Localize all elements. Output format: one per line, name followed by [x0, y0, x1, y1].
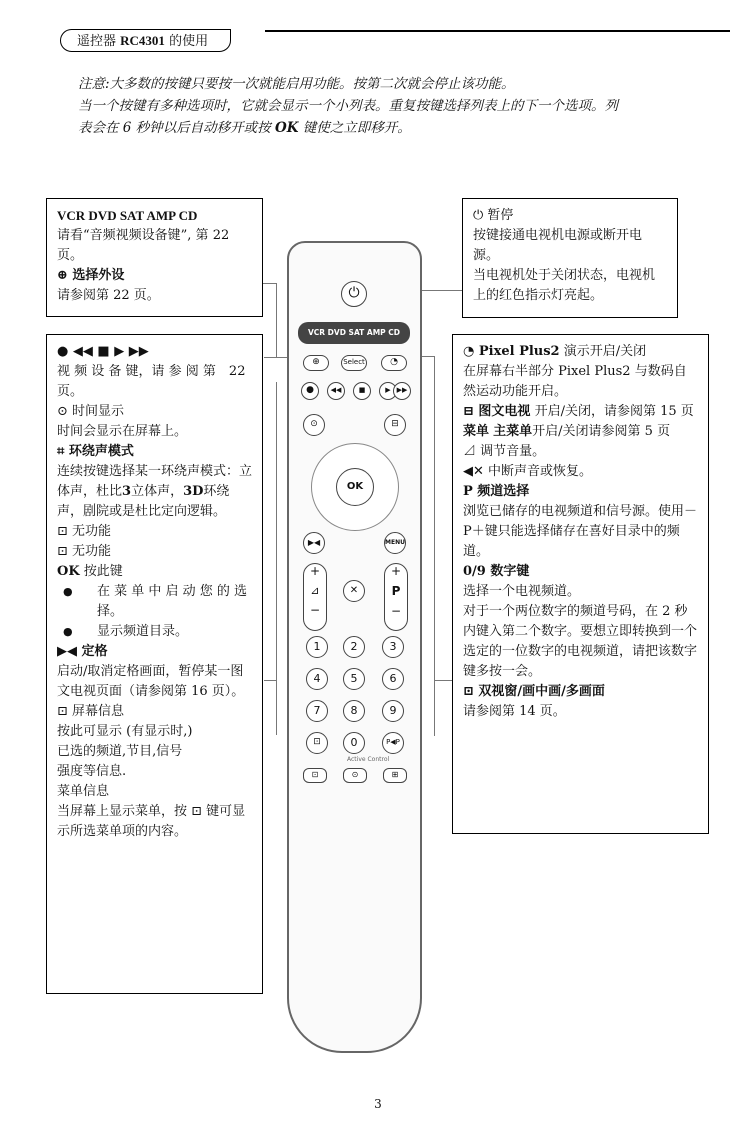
menu-heading: 菜单	[463, 424, 490, 439]
program-rocker[interactable]	[384, 563, 408, 631]
menu-button[interactable]: MENU	[384, 532, 406, 554]
pixel-plus-text: 在屏幕右半部分 Pixel Plus2 与数码自然运动功能开启。	[463, 364, 687, 399]
note-ok: OK	[274, 120, 299, 136]
mute-text: ◀✕ 中断声音或恢复。	[463, 464, 593, 479]
left-functions-box	[46, 334, 263, 994]
note-line-2: 当一个按键有多种选项时，它就会显示一个小列表。重复按键选择列表上的下一个选项。列	[78, 98, 618, 114]
volume-icon: ⊿	[310, 584, 320, 597]
digit-6-button[interactable]: 6	[382, 668, 404, 690]
connector-line	[276, 283, 277, 358]
active-control-label: Active Control	[347, 756, 390, 763]
digit-text-2: 对于一个两位数字的频道号码，在 2 秒内键入第二个数字。要想立即转换到一个选定的一位数字的电视频道，请把该数字键多按一会。	[463, 604, 698, 679]
teletext-text: 开启/关闭，请参阅第 15 页	[534, 404, 694, 419]
digit-5-button[interactable]: 5	[343, 668, 365, 690]
pixel-plus-button[interactable]: ◔	[381, 355, 407, 371]
time-heading: ⊙ 时间显示	[57, 404, 125, 419]
program-text: 浏览已储存的电视频道和信号源。使用－P＋键只能选择储存在喜好目录中的频道。	[463, 504, 698, 559]
dual-screen-button[interactable]: ⊡	[303, 768, 327, 783]
pixel-plus-line	[463, 342, 698, 362]
media-text: 视 频 设 备 键，请 参 阅 第 22 页。	[57, 364, 246, 399]
program-label: P	[391, 584, 401, 598]
freeze-heading: ▶◀ 定格	[57, 644, 108, 659]
ok-bullets	[57, 582, 252, 642]
teletext-button[interactable]: ⊟	[384, 414, 406, 436]
digit-0-button[interactable]: 0	[343, 732, 365, 754]
menu-info-text: 当屏幕上显示菜单，按 ⊡ 键可显示所选菜单项的内容。	[57, 804, 246, 839]
freeze-button[interactable]: ▶◀	[303, 532, 325, 554]
time-display-button[interactable]: ⊙	[303, 414, 325, 436]
record-button[interactable]: ●	[301, 382, 319, 400]
pixel-plus-heading: ◔ Pixel Plus2	[463, 344, 560, 359]
mute-button[interactable]: ✕	[343, 580, 365, 602]
digit-8-button[interactable]: 8	[343, 700, 365, 722]
usage-note	[78, 73, 718, 139]
info-heading: ⊡ 屏幕信息	[57, 704, 125, 719]
program-plus[interactable]: +	[390, 564, 402, 578]
title-prefix: 遥控器	[77, 34, 117, 49]
digit-3-button[interactable]: 3	[382, 636, 404, 658]
title-suffix: 的使用	[169, 34, 209, 49]
no-function-1: ⊡ 无功能	[57, 524, 112, 539]
ok-text: 按此键	[83, 564, 123, 579]
standby-text-2: 当电视机处于关闭状态，电视机上的红色指示灯亮起。	[473, 268, 656, 303]
header-rule	[265, 30, 730, 32]
ok-bullet-item: ● 在 菜 单 中 启 动 您 的 选 择。	[57, 582, 252, 622]
note-line-3a: 表会在 6 秒钟以后自动移开或按	[78, 120, 271, 136]
digit-heading: 0/9 数字键	[463, 564, 530, 579]
av-keys-text: 请看“音频视频设备键”, 第 22 页。	[57, 228, 230, 263]
note-line-3b: 键使之立即移开。	[302, 120, 411, 136]
volume-text: ⊿ 调节音量。	[463, 444, 546, 459]
standby-heading: ⏻ 暂停	[473, 208, 514, 223]
digit-text-1: 选择一个电视频道。	[463, 584, 581, 599]
section-title-tab	[60, 29, 231, 52]
surround-text-d: 3D	[183, 484, 204, 499]
select-button[interactable]: Select	[341, 355, 367, 371]
connector-line	[420, 356, 434, 357]
freeze-text: 启动/取消定格画面，暂停某一图文电视页面（请参阅第 16 页）。	[57, 664, 245, 699]
digit-7-button[interactable]: 7	[306, 700, 328, 722]
menu-text: 开启/关闭请参阅第 5 页	[532, 424, 671, 439]
surround-text-a: 连续按键选择某一环绕声模式：立体声，杜比	[57, 464, 253, 499]
play-button[interactable]: ▶	[379, 382, 397, 400]
dual-screen-heading: ⊡ 双视窗/画中画/多画面	[463, 684, 605, 699]
stop-button[interactable]: ■	[353, 382, 371, 400]
title-model: RC4301	[120, 33, 165, 48]
active-control-button[interactable]: ⊙	[343, 768, 367, 783]
power-button[interactable]: ⏻	[341, 281, 367, 307]
standby-box	[462, 198, 678, 318]
forward-button[interactable]: ▶▶	[393, 382, 411, 400]
time-text: 时间会显示在屏幕上。	[57, 424, 188, 439]
program-minus[interactable]: −	[390, 604, 402, 618]
media-symbols: ● ◀◀ ■ ▶ ▶▶	[57, 344, 149, 359]
av-keys-box	[46, 198, 263, 317]
connector-line	[262, 283, 276, 284]
dual-screen-text: 请参阅第 14 页。	[463, 704, 566, 719]
connector-line	[434, 680, 452, 681]
right-functions-box	[452, 334, 709, 834]
pixel-plus-text-a: 演示开启/关闭	[563, 344, 647, 359]
info-text-2: 已选的频道,节目,信号	[57, 744, 183, 759]
standby-text-1: 按键接通电视机电源或断开电源。	[473, 228, 643, 263]
volume-plus[interactable]: +	[309, 564, 321, 578]
page-number: 3	[374, 1097, 382, 1111]
connector-line	[276, 382, 277, 735]
note-line-1: 注意:大多数的按键只要按一次就能启用功能。按第二次就会停止该功能。	[78, 76, 515, 92]
menu-line	[463, 422, 698, 442]
no-function-2: ⊡ 无功能	[57, 544, 112, 559]
menu-info-heading: 菜单信息	[57, 784, 110, 799]
select-ext-button[interactable]: ⊕	[303, 355, 329, 371]
ok-heading	[57, 562, 252, 582]
ok-button[interactable]: OK	[336, 468, 374, 506]
rewind-button[interactable]: ◀◀	[327, 382, 345, 400]
av-keys-title: VCR DVD SAT AMP CD	[57, 208, 198, 223]
remote-control	[287, 241, 422, 1053]
digit-1-button[interactable]: 1	[306, 636, 328, 658]
surround-heading: ⌗ 环绕声模式	[57, 444, 134, 459]
multi-picture-button[interactable]: ⊞	[383, 768, 407, 783]
info-button[interactable]: ⊡	[306, 732, 328, 754]
select-ext-text: 请参阅第 22 页。	[57, 288, 160, 303]
digit-4-button[interactable]: 4	[306, 668, 328, 690]
digit-2-button[interactable]: 2	[343, 636, 365, 658]
program-heading: P 频道选择	[463, 484, 530, 499]
surround-text-c: 立体声，	[131, 484, 184, 499]
volume-rocker[interactable]	[303, 563, 327, 631]
ok-bullet-item: ● 显示频道目录。	[57, 622, 252, 642]
volume-minus[interactable]: −	[309, 603, 321, 617]
previous-program-button[interactable]: P◀P	[382, 732, 404, 754]
surround-text-e: 环绕声，剧院或是杜比定向逻辑。	[57, 484, 230, 519]
ok-label: OK	[57, 564, 80, 579]
source-bar[interactable]: VCR DVD SAT AMP CD	[298, 322, 410, 344]
teletext-line	[463, 402, 698, 422]
connector-line	[264, 680, 277, 681]
surround-text	[57, 462, 252, 522]
digit-9-button[interactable]: 9	[382, 700, 404, 722]
note-line-3	[78, 117, 718, 139]
teletext-heading: ⊟ 图文电视	[463, 404, 531, 419]
info-text-3: 强度等信息.	[57, 764, 127, 779]
surround-text-b: 3	[122, 484, 132, 499]
menu-bold: 主菜单	[493, 424, 533, 439]
info-text-1: 按此可显示 (有显示时,)	[57, 724, 193, 739]
connector-line	[434, 356, 435, 736]
select-ext-heading: ⊕ 选择外设	[57, 268, 125, 283]
